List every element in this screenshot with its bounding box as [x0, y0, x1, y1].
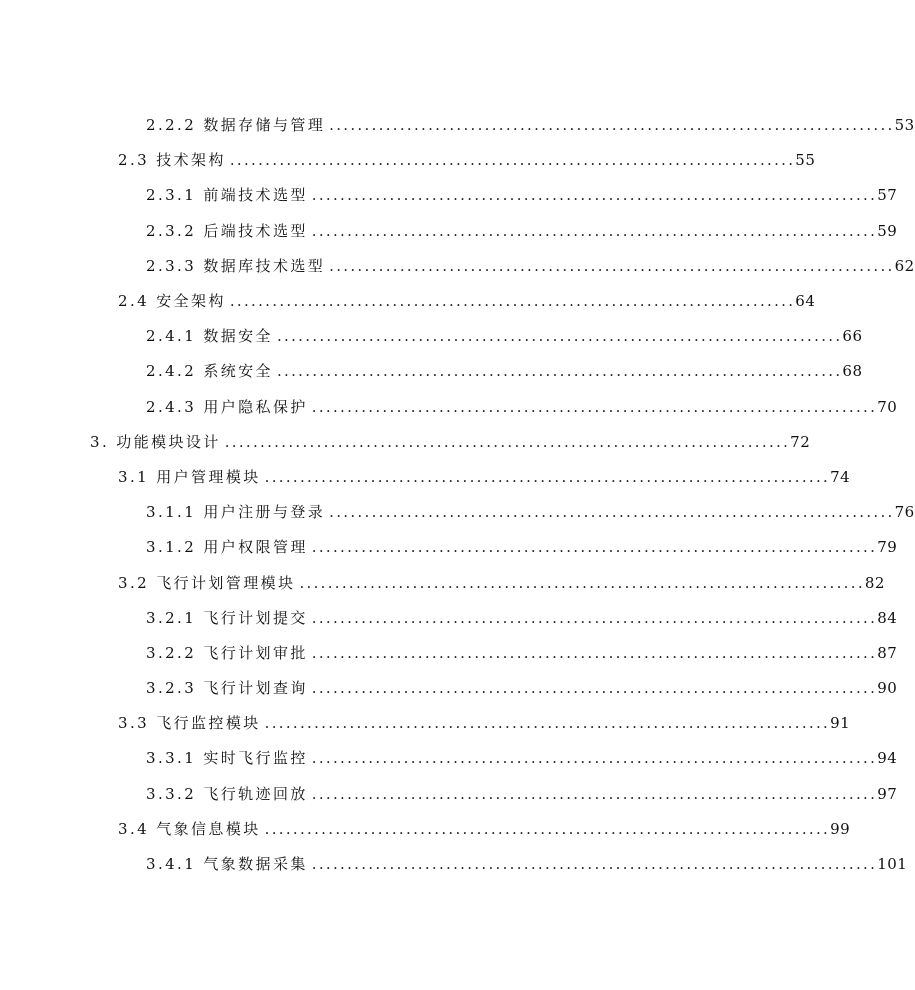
toc-entry-text: 3.4.1 气象数据采集: [146, 855, 308, 874]
dot-leader: ................................................................................: [276, 327, 843, 346]
toc-entry-text: 2.4 安全架构: [118, 292, 226, 311]
dot-leader: ................................................................................: [329, 256, 895, 275]
dot-leader: ................................................................................: [311, 855, 878, 874]
toc-entry[interactable]: [0, 460, 851, 495]
toc-entry[interactable]: [0, 143, 816, 178]
toc-entry-text: 3. 功能模块设计: [90, 432, 221, 451]
toc-entry[interactable]: [0, 108, 915, 143]
toc-entry-text: 2.3.2 后端技术选型: [146, 221, 308, 240]
toc-page-number: 74: [830, 467, 851, 486]
toc-entry-text: 3.2.3 飞行计划查询: [146, 679, 308, 698]
toc-page-number: 91: [830, 714, 851, 733]
toc-entry[interactable]: [0, 284, 816, 319]
toc-page-number: 97: [877, 784, 898, 803]
toc-entry-text: 3.3 飞行监控模块: [118, 714, 261, 733]
toc-page-number: 82: [864, 573, 885, 592]
toc-page-number: 57: [877, 186, 898, 205]
toc-page-number: 99: [830, 819, 851, 838]
toc-entry[interactable]: [0, 178, 898, 213]
dot-leader: ................................................................................: [311, 221, 878, 240]
dot-leader: ................................................................................: [311, 679, 878, 698]
dot-leader: ................................................................................: [276, 362, 843, 381]
toc-page-number: 90: [877, 679, 898, 698]
toc-page-number: 70: [877, 397, 898, 416]
dot-leader: ................................................................................: [311, 397, 878, 416]
dot-leader: ................................................................................: [229, 151, 796, 170]
toc-entry[interactable]: [0, 249, 915, 284]
toc-page-number: 79: [877, 538, 898, 557]
toc-page-number: 84: [877, 608, 898, 627]
toc-entry[interactable]: [0, 425, 811, 460]
toc-entry-text: 3.1.2 用户权限管理: [146, 538, 308, 557]
toc-page-number: 101: [877, 855, 908, 874]
toc-entry-text: 3.2 飞行计划管理模块: [118, 573, 296, 592]
dot-leader: ................................................................................: [311, 186, 878, 205]
toc-page-number: 64: [795, 292, 816, 311]
toc-page-number: 59: [877, 221, 898, 240]
toc-entry[interactable]: [0, 812, 851, 847]
toc-page-number: 94: [877, 749, 898, 768]
dot-leader: ................................................................................: [299, 573, 865, 592]
toc-entry-text: 2.4.3 用户隐私保护: [146, 397, 308, 416]
toc-page-number: 55: [795, 151, 816, 170]
toc-page-number: 68: [842, 362, 863, 381]
dot-leader: ................................................................................: [329, 503, 895, 522]
dot-leader: ................................................................................: [311, 608, 878, 627]
toc-page-number: 62: [894, 256, 915, 275]
toc-entry[interactable]: [0, 601, 898, 636]
toc-entry-text: 3.2.1 飞行计划提交: [146, 608, 308, 627]
toc-page-number: 72: [790, 432, 811, 451]
toc-page-number: 87: [877, 643, 898, 662]
toc-entry[interactable]: [0, 671, 898, 706]
dot-leader: ................................................................................: [329, 116, 895, 135]
toc-entry-text: 3.1 用户管理模块: [118, 467, 261, 486]
toc-entry-text: 2.3 技术架构: [118, 151, 226, 170]
toc-page-number: 53: [894, 116, 915, 135]
toc-entry-text: 2.2.2 数据存储与管理: [146, 116, 326, 135]
toc-entry[interactable]: [0, 495, 915, 530]
toc-entry-text: 3.2.2 飞行计划审批: [146, 643, 308, 662]
toc-entry-text: 2.3.3 数据库技术选型: [146, 256, 326, 275]
toc-entry[interactable]: [0, 636, 898, 671]
dot-leader: ................................................................................: [311, 784, 878, 803]
toc-entry[interactable]: [0, 777, 898, 812]
dot-leader: ................................................................................: [311, 749, 878, 768]
toc-entry-text: 2.3.1 前端技术选型: [146, 186, 308, 205]
toc-entry[interactable]: [0, 565, 885, 600]
toc-entry-text: 2.4.2 系统安全: [146, 362, 273, 381]
dot-leader: ................................................................................: [224, 432, 791, 451]
dot-leader: ................................................................................: [311, 643, 878, 662]
toc-page-number: 66: [842, 327, 863, 346]
toc-entry[interactable]: [0, 214, 898, 249]
toc-entry-text: 3.3.2 飞行轨迹回放: [146, 784, 308, 803]
dot-leader: ................................................................................: [264, 714, 831, 733]
dot-leader: ................................................................................: [264, 819, 831, 838]
toc-page-number: 76: [894, 503, 915, 522]
toc-entry-text: 3.3.1 实时飞行监控: [146, 749, 308, 768]
table-of-contents: [0, 108, 915, 882]
toc-entry-text: 2.4.1 数据安全: [146, 327, 273, 346]
toc-entry-text: 3.1.1 用户注册与登录: [146, 503, 326, 522]
dot-leader: ................................................................................: [311, 538, 878, 557]
toc-entry[interactable]: [0, 390, 898, 425]
toc-entry[interactable]: [0, 354, 863, 389]
dot-leader: ................................................................................: [264, 467, 831, 486]
toc-entry[interactable]: [0, 319, 863, 354]
toc-entry[interactable]: [0, 706, 851, 741]
toc-entry-text: 3.4 气象信息模块: [118, 819, 261, 838]
toc-entry[interactable]: [0, 530, 898, 565]
toc-entry[interactable]: [0, 847, 908, 882]
dot-leader: ................................................................................: [229, 292, 796, 311]
toc-entry[interactable]: [0, 741, 898, 776]
